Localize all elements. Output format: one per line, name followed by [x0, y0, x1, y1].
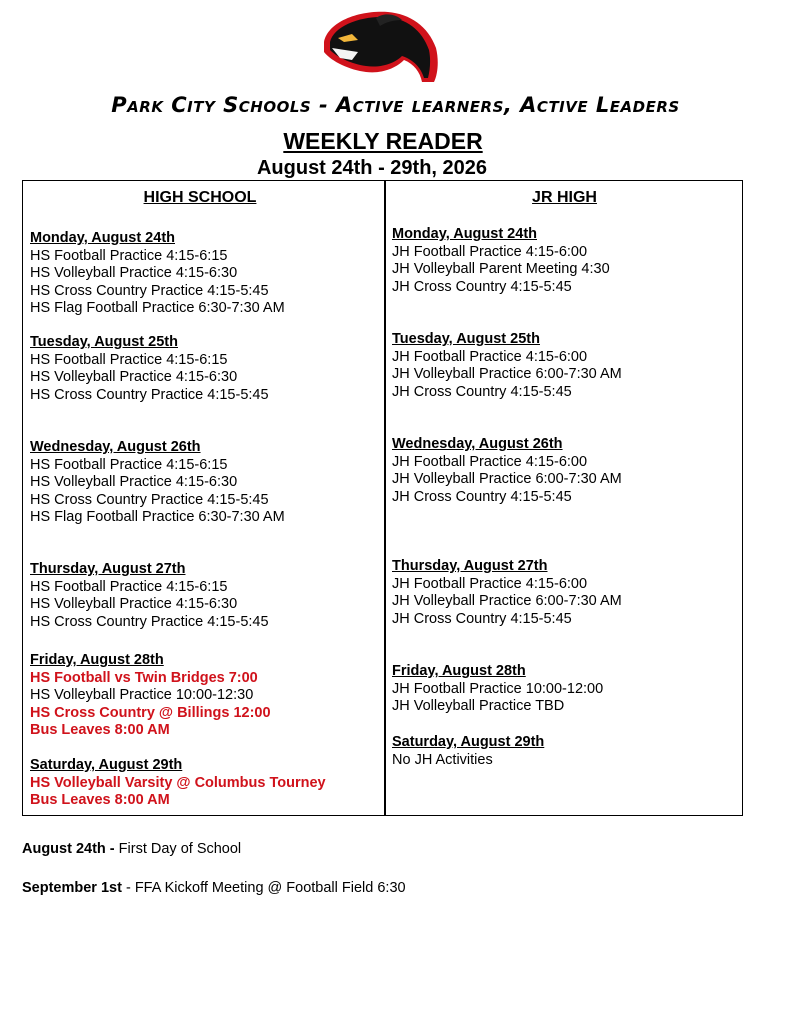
- day-block: [392, 331, 622, 401]
- event-item: JH Cross Country 4:15-5:45: [392, 488, 572, 505]
- note-text: - FFA Kickoff Meeting @ Football Field 6:30: [121, 880, 406, 896]
- jr-high-heading: JR HIGH: [532, 189, 597, 206]
- note-label: September 1st: [22, 880, 122, 896]
- day-block: [392, 226, 610, 296]
- note-text: First Day of School: [118, 841, 242, 857]
- event-item: JH Football Practice 10:00-12:00: [392, 680, 604, 697]
- day-title: Wednesday, August 26th: [392, 436, 563, 452]
- event-item-highlighted: Bus Leaves 8:00 AM: [30, 722, 170, 738]
- event-item: JH Cross Country 4:15-5:45: [392, 383, 572, 400]
- column-divider: [384, 181, 386, 815]
- event-item: HS Football Practice 4:15-6:15: [30, 351, 228, 368]
- day-block: [30, 652, 271, 740]
- event-item: JH Football Practice 4:15-6:00: [392, 348, 588, 365]
- day-title: Saturday, August 29th: [30, 757, 183, 773]
- event-item: JH Football Practice 4:15-6:00: [392, 575, 588, 592]
- event-item: HS Volleyball Practice 10:00-12:30: [30, 687, 254, 703]
- day-title: Thursday, August 27th: [30, 561, 186, 577]
- day-title: Saturday, August 29th: [392, 734, 545, 750]
- note-first-day: [22, 841, 241, 857]
- day-title: Thursday, August 27th: [392, 558, 548, 574]
- event-item: JH Volleyball Practice TBD: [392, 698, 565, 714]
- event-item: HS Football Practice 4:15-6:15: [30, 456, 228, 473]
- event-item: HS Football Practice 4:15-6:15: [30, 247, 228, 264]
- school-motto: Park City Schools - Active learners, Active Leaders: [111, 93, 680, 117]
- event-item: JH Volleyball Practice 6:00-7:30 AM: [392, 366, 622, 382]
- event-item: JH Volleyball Practice 6:00-7:30 AM: [392, 593, 622, 609]
- event-item: HS Volleyball Practice 4:15-6:30: [30, 265, 238, 281]
- panther-logo-icon: [318, 8, 440, 84]
- day-title: Tuesday, August 25th: [392, 331, 540, 347]
- day-title: Tuesday, August 25th: [30, 334, 178, 350]
- day-block: [392, 558, 622, 628]
- day-title: Friday, August 28th: [392, 663, 526, 679]
- event-item: JH Cross Country 4:15-5:45: [392, 610, 572, 627]
- day-title: Wednesday, August 26th: [30, 439, 201, 455]
- day-title: Monday, August 24th: [392, 226, 537, 242]
- event-item: HS Cross Country Practice 4:15-5:45: [30, 613, 269, 630]
- schedule-table: [22, 180, 743, 816]
- event-item-highlighted: HS Volleyball Varsity @ Columbus Tourney: [30, 774, 326, 791]
- day-block: [392, 436, 622, 506]
- day-block: [30, 230, 285, 318]
- day-block: [30, 757, 326, 810]
- event-item: HS Volleyball Practice 4:15-6:30: [30, 596, 238, 612]
- event-item-highlighted: HS Cross Country @ Billings 12:00: [30, 704, 271, 721]
- day-title: Friday, August 28th: [30, 652, 164, 668]
- day-title: Monday, August 24th: [30, 230, 175, 246]
- event-item: JH Football Practice 4:15-6:00: [392, 243, 588, 260]
- day-block: [30, 561, 269, 631]
- event-item: No JH Activities: [392, 751, 493, 768]
- event-item: HS Cross Country Practice 4:15-5:45: [30, 282, 269, 299]
- event-item: JH Cross Country 4:15-5:45: [392, 278, 572, 295]
- date-range: August 24th - 29th, 2026: [256, 157, 488, 179]
- high-school-heading: HIGH SCHOOL: [143, 189, 257, 206]
- event-item: HS Volleyball Practice 4:15-6:30: [30, 369, 238, 385]
- event-item: JH Volleyball Parent Meeting 4:30: [392, 261, 610, 277]
- event-item: JH Volleyball Practice 6:00-7:30 AM: [392, 471, 622, 487]
- event-item: HS Football Practice 4:15-6:15: [30, 578, 228, 595]
- event-item: JH Football Practice 4:15-6:00: [392, 453, 588, 470]
- note-label: August 24th -: [22, 841, 119, 857]
- day-block: [392, 734, 544, 769]
- event-item: HS Flag Football Practice 6:30-7:30 AM: [30, 300, 285, 316]
- event-item: HS Volleyball Practice 4:15-6:30: [30, 474, 238, 490]
- day-block: [30, 334, 269, 404]
- event-item: HS Cross Country Practice 4:15-5:45: [30, 491, 269, 508]
- day-block: [30, 439, 285, 527]
- event-item-highlighted: Bus Leaves 8:00 AM: [30, 792, 170, 808]
- day-block: [392, 663, 603, 716]
- event-item: HS Flag Football Practice 6:30-7:30 AM: [30, 509, 285, 525]
- event-item: HS Cross Country Practice 4:15-5:45: [30, 386, 269, 403]
- note-ffa-meeting: [22, 880, 406, 896]
- event-item-highlighted: HS Football vs Twin Bridges 7:00: [30, 669, 258, 686]
- page-title: WEEKLY READER: [283, 128, 483, 154]
